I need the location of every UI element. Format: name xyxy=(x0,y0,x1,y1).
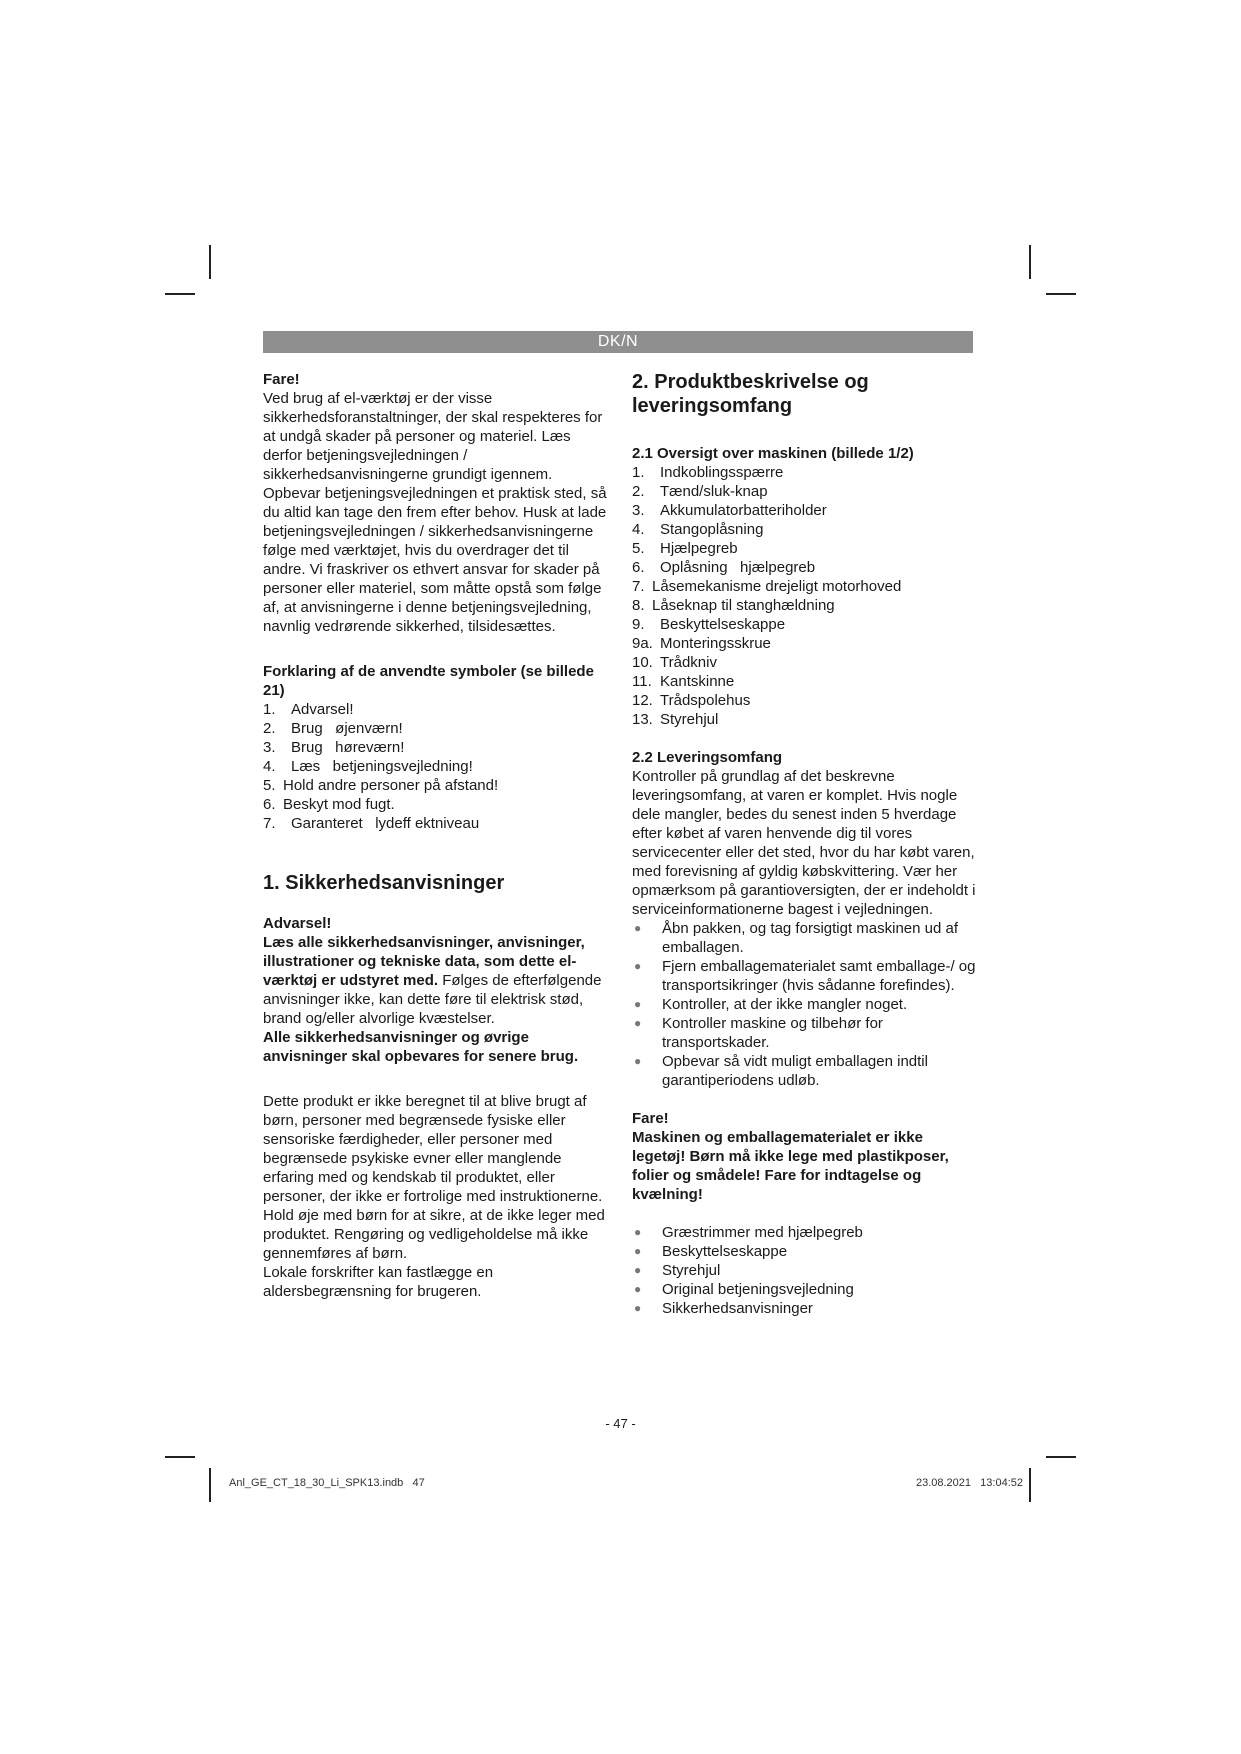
local-rules-text: Lokale forskrifter kan fastlægge en aldersbegrænsning for brugeren. xyxy=(263,1264,494,1300)
list-item: ● Sikkerhedsanvisninger xyxy=(634,1300,813,1317)
advarsel-text: Læs alle sikkerhedsanvisninger, anvisninger, illustrationer og tekniske data, som dette el-værktøj er udstyret med. Følges de efterfølgende anvisninger ikke, kan dette føre til elektrisk stød, brand og/eller alvorlige kvæstelser. xyxy=(263,934,602,1027)
bullet-icon: ● xyxy=(634,1016,642,1030)
list-item: ● Kontroller, at der ikke mangler noget. xyxy=(634,996,908,1013)
list-item: 7. Låsemekanisme drejeligt motorhoved xyxy=(632,578,902,595)
list-item: 13. Styrehjul xyxy=(632,711,719,728)
bullet-icon: ● xyxy=(634,1225,642,1239)
fare-2-text: Maskinen og emballagematerialet er ikke legetøj! Børn må ikke lege med plastikposer, folier og smådele! Fare for indtagelse og kvælning! xyxy=(632,1129,949,1203)
list-item: ● Original betjeningsvejledning xyxy=(634,1281,854,1298)
left-column xyxy=(263,370,613,1301)
list-item: 9a. Monteringsskrue xyxy=(632,635,771,652)
list-item: 6. Beskyt mod fugt. xyxy=(263,796,395,813)
crop-mark xyxy=(1046,293,1076,295)
crop-mark xyxy=(209,245,211,279)
bullet-icon: ● xyxy=(634,997,642,1011)
advarsel-keep-text: Alle sikkerhedsanvisninger og øvrige anvisninger skal opbevares for senere brug. xyxy=(263,1029,579,1065)
language-band: DK/N xyxy=(263,331,973,353)
list-item: ● Opbevar så vidt muligt emballagen indtil garantiperiodens udløb. xyxy=(634,1053,928,1089)
subsection-2-2: 2.2 Leveringsomfang xyxy=(632,749,783,766)
fare-text: Ved brug af el-værktøj er der visse sikkerhedsforanstaltninger, der skal respekteres for at undgå skader på personer og materiel. Læs derfor betjeningsvejledningen / sikkerhedsanvisningerne grundigt igennem. Opbevar betjeningsvejledningen et praktisk sted, så du altid kan tage den frem efter behov. Husk at lade betjeningsvejledningen / sikkerhedsanvisningerne følge med værktøjet, hvis du overdrager det til andre. Vi fraskriver os ethvert ansvar for skader på personer eller materiel, som måtte opstå som følge af, at anvisningerne i denne betjeningsvejledning, navnlig vedrørende sikkerhed, tilsidesættes. xyxy=(263,390,607,635)
list-item: 5. Hjælpegreb xyxy=(632,540,738,557)
bullet-icon: ● xyxy=(634,1263,642,1277)
contents-list xyxy=(632,1223,977,1318)
crop-mark xyxy=(209,1468,211,1502)
symbols-list xyxy=(263,700,613,833)
section-2-title: 2. Produktbeskrivelse og leveringsomfang xyxy=(632,371,869,417)
children-text: Dette produkt er ikke beregnet til at blive brugt af børn, personer med begrænsede fysiske eller sensoriske færdigheder, eller personer med begrænsede psykiske evner eller manglende erfaring med og kendskab til produktet, eller personer, der ikke er fortrolige med instruktionerne. Hold øje med børn for at sikre, at de ikke leger med produktet. Rengøring og vedligeholdelse må ikke gennemføres af børn. xyxy=(263,1093,605,1262)
list-item: 4. Læs betjeningsvejledning! xyxy=(263,758,473,775)
list-item: 2. Tænd/sluk-knap xyxy=(632,483,768,500)
list-item: ● Græstrimmer med hjælpegreb xyxy=(634,1224,863,1241)
footer-timestamp: 23.08.2021 13:04:52 xyxy=(915,1477,1023,1489)
list-item: ● Kontroller maskine og tilbehør for transportskader. xyxy=(634,1015,883,1051)
crop-mark xyxy=(165,1456,195,1458)
fare-2-heading: Fare! xyxy=(632,1110,669,1127)
list-item: 6. Oplåsning hjælpegreb xyxy=(632,559,816,576)
delivery-text: Kontroller på grundlag af det beskrevne leveringsomfang, at varen er komplet. Hvis nogle dele mangler, bedes du senest inden 5 hverdage efter købet af varen henvende dig til vores servicecenter eller det sted, hvor du har købt varen, med forevisning af gyldig købskvittering. Vær her opmærksom på garantioversigten, der er indeholdt i serviceinformationerne bagest i vejledningen. xyxy=(632,768,976,918)
list-item: 1. Advarsel! xyxy=(263,701,354,718)
list-item: 2. Brug øjenværn! xyxy=(263,720,403,737)
parts-list xyxy=(632,463,977,729)
bullet-icon: ● xyxy=(634,1244,642,1258)
list-item: ● Åbn pakken, og tag forsigtigt maskinen ud af emballagen. xyxy=(634,920,959,956)
bullet-icon: ● xyxy=(634,1282,642,1296)
section-1-title: 1. Sikkerhedsanvisninger xyxy=(263,872,505,894)
page-number: - 47 - xyxy=(605,1416,636,1431)
list-item: 12. Trådspolehus xyxy=(632,692,751,709)
list-item: 3. Brug høreværn! xyxy=(263,739,405,756)
list-item: 9. Beskyttelseskappe xyxy=(632,616,786,633)
list-item: 3. Akkumulatorbatteriholder xyxy=(632,502,827,519)
list-item: 4. Stangoplåsning xyxy=(632,521,764,538)
list-item: 5. Hold andre personer på afstand! xyxy=(263,777,499,794)
bullet-icon: ● xyxy=(634,1054,642,1068)
bullet-icon: ● xyxy=(634,921,642,935)
advarsel-heading: Advarsel! xyxy=(263,915,332,932)
crop-mark xyxy=(1029,1468,1031,1502)
symbols-heading: Forklaring af de anvendte symboler (se billede 21) xyxy=(263,663,594,699)
list-item: 1. Indkoblingsspærre xyxy=(632,464,784,481)
list-item: ● Styrehjul xyxy=(634,1262,721,1279)
crop-mark xyxy=(165,293,195,295)
footer-file-name: Anl_GE_CT_18_30_Li_SPK13.indb 47 xyxy=(229,1477,425,1489)
list-item: 7. Garanteret lydeff ektniveau xyxy=(263,815,480,832)
list-item: 10. Trådkniv xyxy=(632,654,717,671)
list-item: 8. Låseknap til stanghældning xyxy=(632,597,835,614)
right-column xyxy=(632,370,977,1318)
fare-heading: Fare! xyxy=(263,371,300,388)
list-item: ● Fjern emballagematerialet samt emballage-/ og transportsikringer (hvis sådanne forefindes). xyxy=(634,958,976,994)
bullet-icon: ● xyxy=(634,1301,642,1315)
subsection-2-1: 2.1 Oversigt over maskinen (billede 1/2) xyxy=(632,445,914,462)
steps-list xyxy=(632,919,977,1090)
list-item: 11. Kantskinne xyxy=(632,673,735,690)
list-item: ● Beskyttelseskappe xyxy=(634,1243,788,1260)
crop-mark xyxy=(1046,1456,1076,1458)
crop-mark xyxy=(1029,245,1031,279)
bullet-icon: ● xyxy=(634,959,642,973)
